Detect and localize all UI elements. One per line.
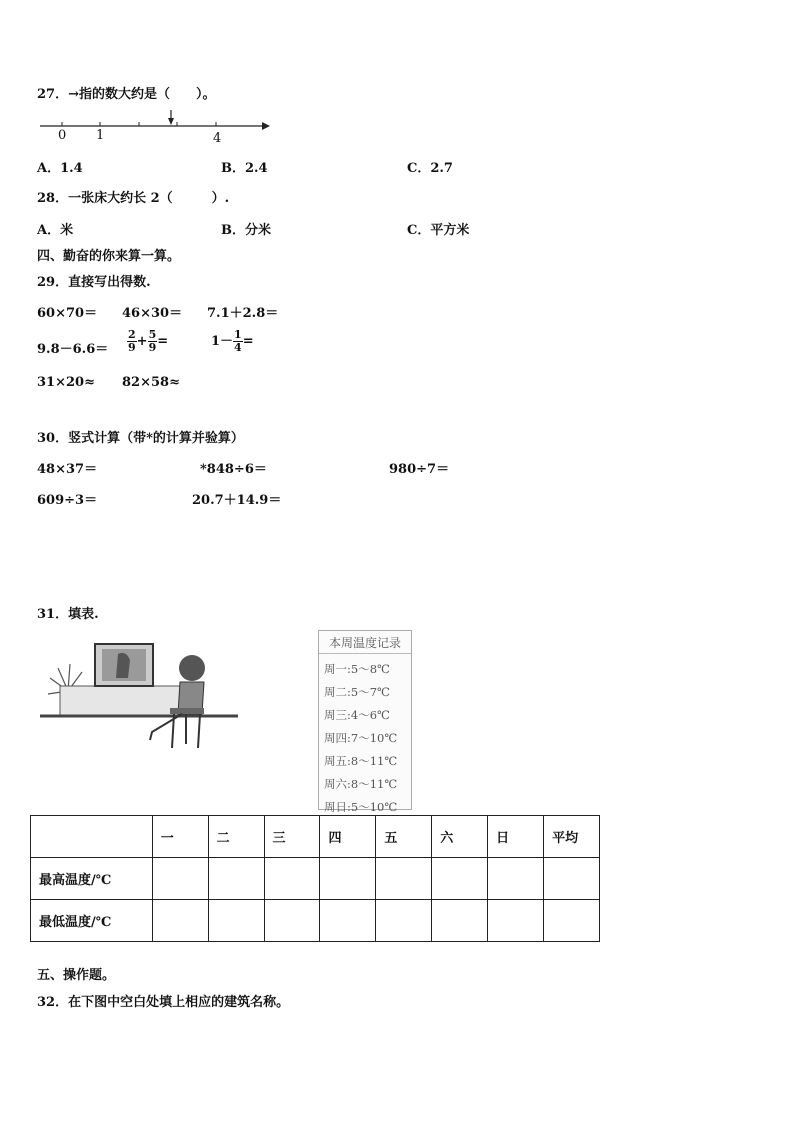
- q30-item: 20.7＋14.9＝: [192, 493, 282, 508]
- q29-item: 7.1＋2.8＝: [207, 306, 279, 321]
- q28-option-a: A．米: [37, 223, 74, 238]
- q32-stem: 32．在下图中空白处填上相应的建筑名称。: [37, 995, 290, 1010]
- table-header-cell: 四: [320, 816, 376, 858]
- answer-cell[interactable]: [320, 858, 376, 900]
- table-header-row: [31, 816, 600, 858]
- temperature-record-card: [318, 630, 412, 814]
- q29-item: 46×30＝: [122, 306, 183, 321]
- tick-label-1: 1: [96, 128, 105, 143]
- answer-cell[interactable]: [432, 900, 488, 942]
- tick-label-4: 4: [213, 131, 222, 146]
- table-header-cell: 三: [264, 816, 320, 858]
- tick-label-0: 0: [58, 128, 67, 143]
- q28-stem: 28．一张床大约长 2（ ）.: [37, 191, 230, 206]
- q30-item: 48×37＝: [37, 462, 98, 477]
- q29-item: 82×58≈: [122, 375, 180, 390]
- child-at-tv-illustration: [40, 636, 240, 754]
- row-label-min: 最低温度/℃: [31, 900, 153, 942]
- table-header-cell: [31, 816, 153, 858]
- answer-cell[interactable]: [152, 900, 208, 942]
- answer-cell[interactable]: [488, 900, 544, 942]
- q27-option-a: A．1.4: [37, 161, 83, 176]
- answer-cell[interactable]: [544, 858, 600, 900]
- row-label-max: 最高温度/℃: [31, 858, 153, 900]
- answer-cell[interactable]: [432, 858, 488, 900]
- answer-cell[interactable]: [208, 900, 264, 942]
- q30-item: 609÷3＝: [37, 493, 98, 508]
- record-row: 周四:7～10℃: [324, 731, 398, 745]
- table-header-cell: 二: [208, 816, 264, 858]
- record-title: 本周温度记录: [319, 634, 411, 654]
- record-row: 周六:8～11℃: [324, 777, 398, 791]
- q27-stem: 27．→指的数大约是（ ）。: [37, 87, 216, 102]
- q29-stem: 29．直接写出得数.: [37, 275, 151, 290]
- record-row: 周五:8～11℃: [324, 754, 398, 768]
- q29-fraction-expression: 1－ $\frac{1}{4}$ =: [211, 328, 254, 354]
- q27-option-b: B．2.4: [221, 161, 268, 176]
- table-header-cell: 一: [152, 816, 208, 858]
- q28-option-b: B．分米: [221, 223, 271, 238]
- table-row: [31, 858, 600, 900]
- q29-fraction-expression: $\frac{2}{9}$ + $\frac{5}{9}$ =: [128, 328, 169, 354]
- answer-cell[interactable]: [208, 858, 264, 900]
- q29-item: 60×70＝: [37, 306, 98, 321]
- answer-cell[interactable]: [264, 858, 320, 900]
- q27-option-c: C．2.7: [407, 161, 453, 176]
- table-row: [31, 900, 600, 942]
- section-5-heading: 五、操作题。: [37, 968, 116, 983]
- table-header-cell: 日: [488, 816, 544, 858]
- table-header-cell: 六: [432, 816, 488, 858]
- number-line: [36, 108, 276, 144]
- answer-cell[interactable]: [376, 900, 432, 942]
- q29-item: 9.8－6.6＝: [37, 342, 109, 357]
- table-header-cell: 五: [376, 816, 432, 858]
- record-row: 周二:5～7℃: [324, 685, 390, 699]
- table-header-cell: 平均: [544, 816, 600, 858]
- answer-cell[interactable]: [264, 900, 320, 942]
- q30-stem: 30．竖式计算（带*的计算并验算）: [37, 431, 244, 446]
- q29-item: 31×20≈: [37, 375, 95, 390]
- answer-cell[interactable]: [376, 858, 432, 900]
- q28-option-c: C．平方米: [407, 223, 470, 238]
- q31-stem: 31．填表.: [37, 607, 99, 622]
- q30-item: 980÷7＝: [389, 462, 450, 477]
- section-4-heading: 四、勤奋的你来算一算。: [37, 249, 181, 264]
- fraction: $\frac{5}{9}$: [148, 328, 157, 354]
- temperature-table: [30, 815, 600, 942]
- fraction: $\frac{2}{9}$: [128, 328, 136, 354]
- answer-cell[interactable]: [488, 858, 544, 900]
- answer-cell[interactable]: [152, 858, 208, 900]
- answer-cell[interactable]: [544, 900, 600, 942]
- q30-item: *848÷6＝: [200, 462, 267, 477]
- record-row: 周一:5～8℃: [324, 662, 390, 676]
- record-row: 周三:4～6℃: [324, 708, 390, 722]
- answer-cell[interactable]: [320, 900, 376, 942]
- fraction: $\frac{1}{4}$: [234, 328, 242, 354]
- record-row: 周日:5～10℃: [324, 800, 398, 814]
